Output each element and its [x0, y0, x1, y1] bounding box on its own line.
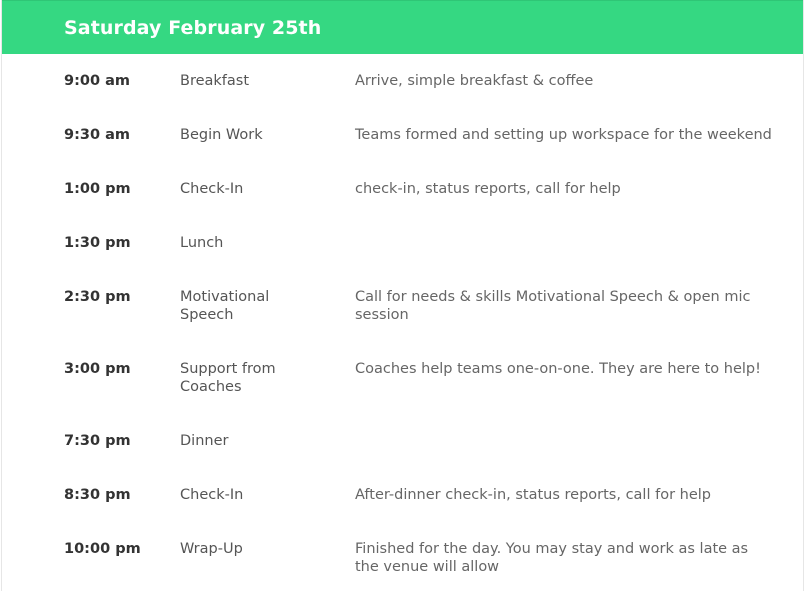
- row-description: Finished for the day. You may stay and work as late as the venue will allow: [355, 541, 749, 575]
- row-description: Teams formed and setting up workspace for the weekend: [355, 127, 772, 143]
- row-time: 7:30 pm: [64, 433, 131, 449]
- row-event: Begin Work: [180, 127, 263, 143]
- row-event: Lunch: [180, 235, 224, 251]
- row-event: Check-In: [180, 487, 244, 503]
- row-event: Motivational Speech: [180, 289, 270, 323]
- row-event: Support from Coaches: [180, 361, 276, 395]
- row-description: After-dinner check-in, status reports, call for help: [355, 487, 711, 503]
- row-event: Breakfast: [180, 73, 250, 89]
- schedule-panel: [1, 0, 804, 591]
- row-description: Arrive, simple breakfast & coffee: [355, 73, 594, 89]
- row-time: 1:00 pm: [64, 181, 131, 197]
- row-time: 8:30 pm: [64, 487, 131, 503]
- row-description: check-in, status reports, call for help: [355, 181, 621, 197]
- day-title: Saturday February 25th: [64, 16, 322, 39]
- row-event: Check-In: [180, 181, 244, 197]
- row-time: 10:00 pm: [64, 541, 141, 557]
- row-time: 1:30 pm: [64, 235, 131, 251]
- row-time: 3:00 pm: [64, 361, 131, 377]
- row-time: 2:30 pm: [64, 289, 131, 305]
- row-time: 9:00 am: [64, 73, 131, 89]
- row-event: Dinner: [180, 433, 229, 449]
- row-time: 9:30 am: [64, 127, 131, 143]
- row-event: Wrap-Up: [180, 541, 243, 557]
- day-header: [2, 0, 803, 54]
- row-description: Coaches help teams one-on-one. They are here to help!: [355, 361, 761, 377]
- row-description: Call for needs & skills Motivational Speech & open mic session: [355, 289, 751, 323]
